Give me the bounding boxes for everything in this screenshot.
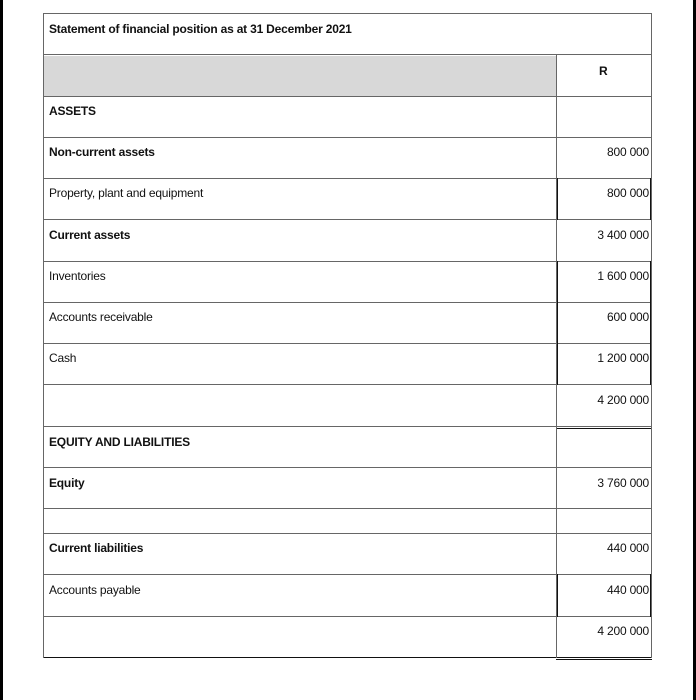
table-line — [43, 508, 652, 509]
row-label-equity: Equity — [49, 476, 85, 490]
table-border-bottom — [43, 657, 652, 658]
row-label-current-assets: Current assets — [49, 228, 131, 242]
row-amount-total-assets: 4 200 000 — [597, 393, 649, 407]
row-label-accounts-receivable: Accounts receivable — [49, 310, 153, 324]
row-amount-ppe: 800 000 — [607, 186, 649, 200]
cell-box-border — [557, 261, 558, 385]
cell-box-border — [557, 574, 558, 617]
table-line — [43, 616, 652, 617]
row-amount-current-assets: 3 400 000 — [597, 228, 649, 242]
statement-title: Statement of financial position as at 31 December 2021 — [49, 22, 352, 36]
table-line — [43, 343, 652, 344]
row-label-assets: ASSETS — [49, 104, 96, 118]
table-border-left — [43, 13, 44, 658]
table-border-top — [43, 13, 652, 14]
row-label-ppe: Property, plant and equipment — [49, 186, 204, 200]
table-line — [43, 261, 652, 262]
row-amount-accounts-receivable: 600 000 — [607, 310, 649, 324]
total-double-underline — [556, 659, 652, 660]
row-amount-current-liabilities: 440 000 — [607, 541, 649, 555]
header-shaded-cell — [44, 56, 556, 96]
row-amount-accounts-payable: 440 000 — [607, 583, 649, 597]
row-label-inventories: Inventories — [49, 269, 106, 283]
table-line — [43, 54, 652, 55]
currency-header: R — [599, 64, 608, 78]
row-label-current-liabilities: Current liabilities — [49, 541, 144, 555]
cell-box-border — [650, 574, 651, 617]
table-line — [43, 178, 652, 179]
cell-box-border — [650, 261, 651, 385]
table-line — [43, 96, 652, 97]
table-line — [43, 302, 652, 303]
table-line — [43, 467, 652, 468]
table-border-right — [651, 13, 652, 658]
row-label-accounts-payable: Accounts payable — [49, 583, 141, 597]
table-line — [43, 533, 652, 534]
row-amount-total-equity-liabilities: 4 200 000 — [597, 624, 649, 638]
cell-box-border — [650, 178, 651, 220]
table-line — [43, 137, 652, 138]
total-double-underline — [556, 428, 652, 429]
row-label-equity-and-liabilities: EQUITY AND LIABILITIES — [49, 435, 190, 449]
row-amount-cash: 1 200 000 — [597, 351, 649, 365]
cell-box-border — [557, 178, 558, 220]
row-label-cash: Cash — [49, 351, 77, 365]
table-line — [43, 574, 652, 575]
table-line — [43, 426, 652, 427]
row-label-non-current-assets: Non-current assets — [49, 145, 155, 159]
table-line — [43, 219, 652, 220]
row-amount-inventories: 1 600 000 — [597, 269, 649, 283]
row-amount-equity: 3 760 000 — [597, 476, 649, 490]
row-amount-non-current-assets: 800 000 — [607, 145, 649, 159]
table-line — [43, 384, 652, 385]
